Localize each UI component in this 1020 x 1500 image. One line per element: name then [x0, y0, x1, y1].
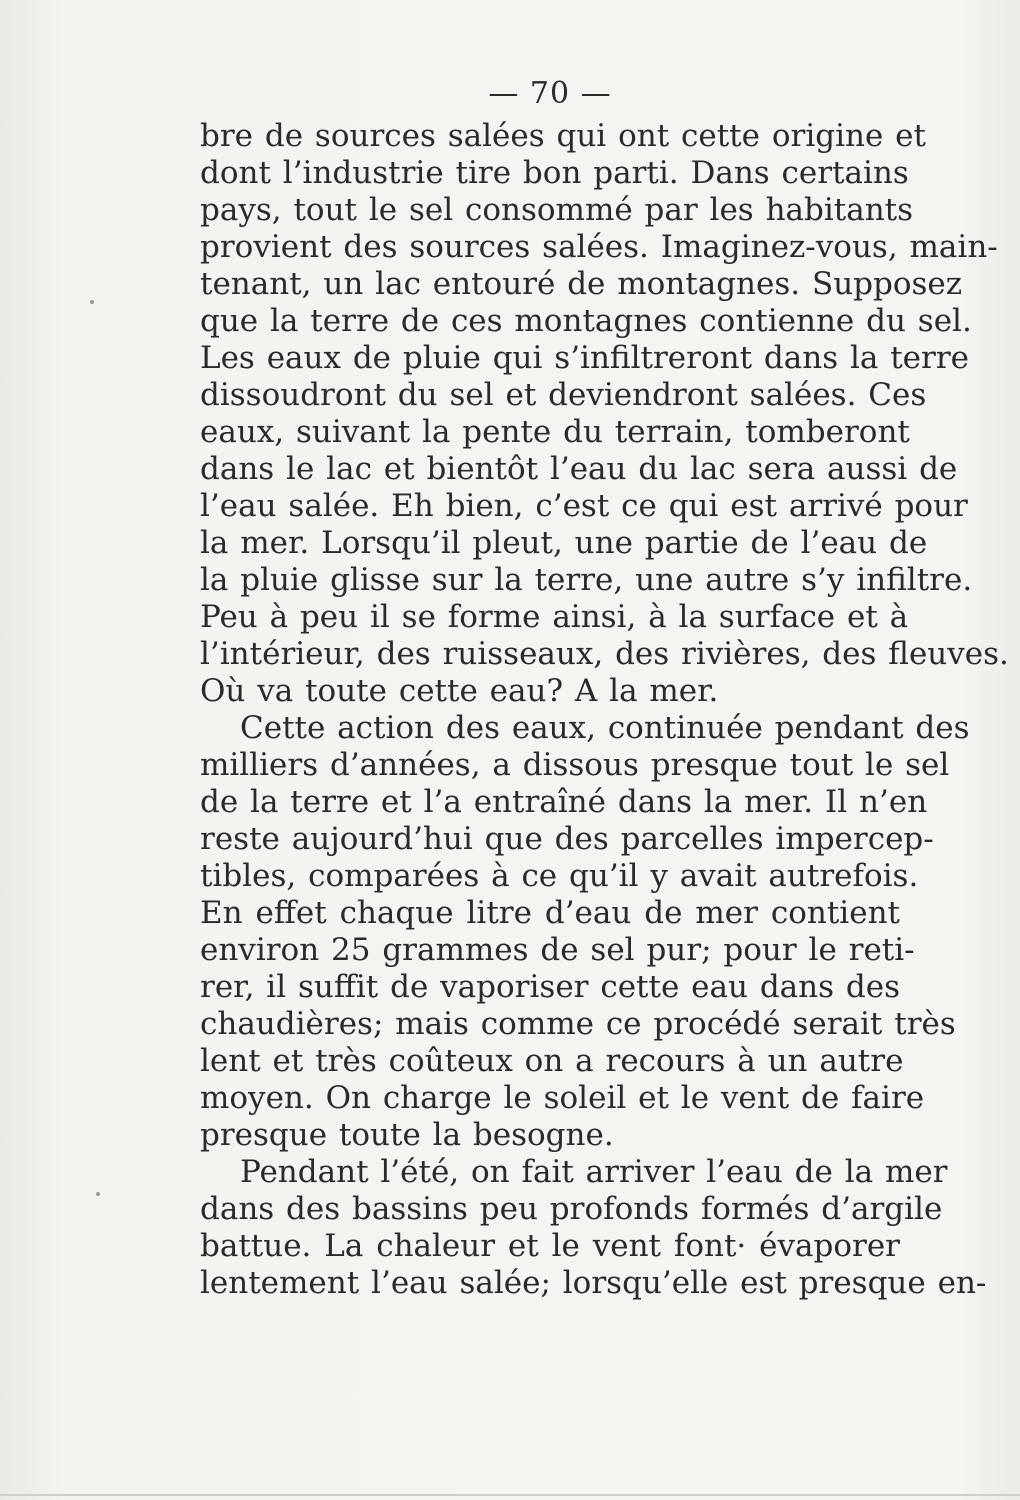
body-text [200, 118, 1009, 1302]
paragraph-start-line: Pendant l’été, on fait arriver l’eau de la mer [240, 1154, 948, 1190]
text-line: battue. La chaleur et le vent font· évaporer [200, 1228, 900, 1264]
text-line: pays, tout le sel consommé par les habitants [200, 192, 914, 228]
text-line: bre de sources salées qui ont cette origine et [200, 118, 926, 154]
text-line: dissoudront du sel et deviendront salées. Ces [200, 377, 927, 413]
text-line: lentement l’eau salée; lorsqu’elle est presque en- [200, 1265, 987, 1301]
text-line: environ 25 grammes de sel pur; pour le reti- [200, 932, 915, 968]
text-line: dans des bassins peu profonds formés d’argile [200, 1191, 943, 1227]
text-line: tenant, un lac entouré de montagnes. Supposez [200, 266, 963, 302]
text-line: dans le lac et bientôt l’eau du lac sera aussi de [200, 451, 958, 487]
text-line: milliers d’années, a dissous presque tout le sel [200, 747, 950, 783]
paper-speck [90, 300, 94, 304]
paper-speck [96, 1192, 100, 1196]
text-line: l’intérieur, des ruisseaux, des rivières, des fleuves. [200, 636, 1009, 672]
text-line: dont l’industrie tire bon parti. Dans certains [200, 155, 909, 191]
paragraph-start-line: Cette action des eaux, continuée pendant des [240, 710, 970, 746]
text-line: chaudières; mais comme ce procédé serait très [200, 1006, 956, 1042]
text-line: En effet chaque litre d’eau de mer contient [200, 895, 900, 931]
text-line: moyen. On charge le soleil et le vent de faire [200, 1080, 925, 1116]
text-line: rer, il suffit de vaporiser cette eau dans des [200, 969, 900, 1005]
text-line: Peu à peu il se forme ainsi, à la surface et à [200, 599, 909, 635]
text-line: de la terre et l’a entraîné dans la mer. Il n’en [200, 784, 928, 820]
text-line: la pluie glisse sur la terre, une autre s’y infiltre. [200, 562, 973, 598]
text-line: reste aujourd’hui que des parcelles impercep- [200, 821, 934, 857]
text-line: la mer. Lorsqu’il pleut, une partie de l’eau de [200, 525, 928, 561]
text-line: tibles, comparées à ce qu’il y avait autrefois. [200, 858, 919, 894]
text-line: l’eau salée. Eh bien, c’est ce qui est arrivé pour [200, 488, 968, 524]
page-edge [0, 1494, 1020, 1496]
page-number: — 70 — [488, 76, 612, 111]
text-line: presque toute la besogne. [200, 1117, 614, 1153]
text-line: Les eaux de pluie qui s’infiltreront dans la terre [200, 340, 969, 376]
text-line: provient des sources salées. Imaginez-vous, main- [200, 229, 998, 265]
text-line: eaux, suivant la pente du terrain, tomberont [200, 414, 910, 450]
text-line: Où va toute cette eau? A la mer. [200, 673, 719, 709]
text-line: lent et très coûteux on a recours à un autre [200, 1043, 904, 1079]
text-line: que la terre de ces montagnes contienne du sel. [200, 303, 972, 339]
